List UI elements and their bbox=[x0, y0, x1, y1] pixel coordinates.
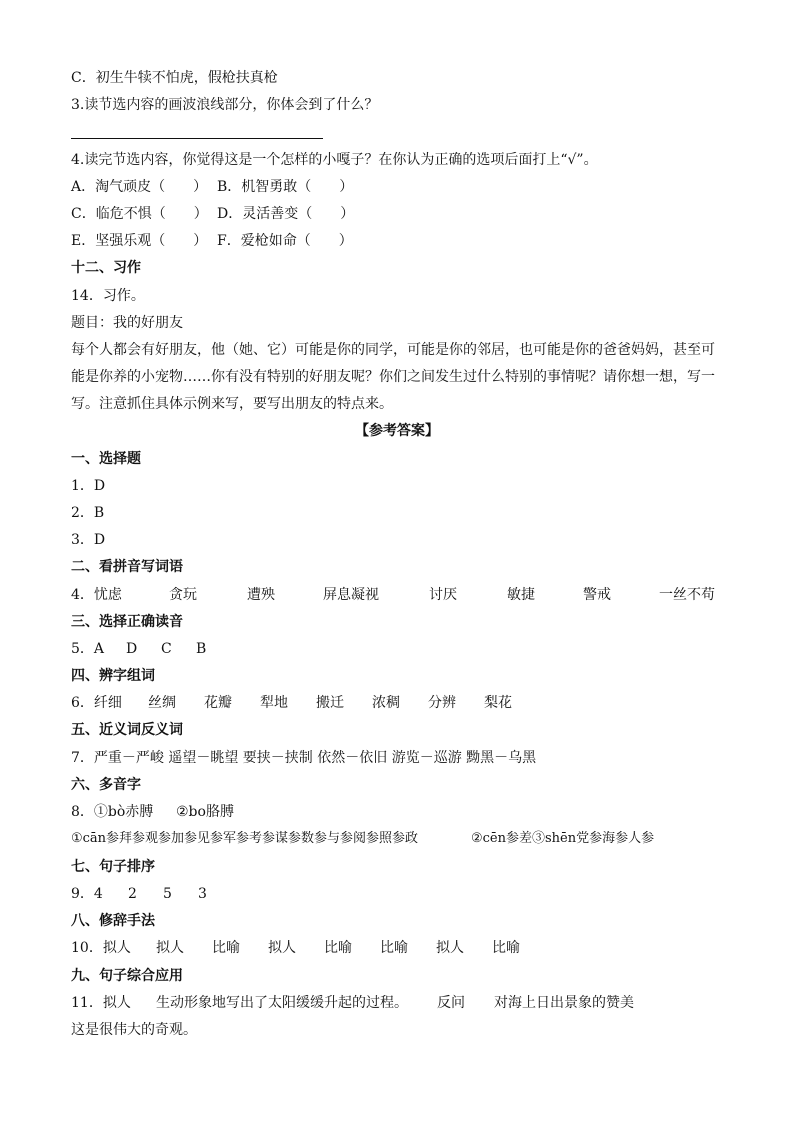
s4-word: 浓稠 bbox=[372, 695, 400, 711]
s8-device: 拟人 bbox=[268, 940, 296, 956]
s4-word: 梨花 bbox=[484, 695, 512, 711]
s8-device: 比喻 bbox=[492, 940, 520, 956]
s2-word: 遭殃 bbox=[247, 587, 275, 603]
s6-reading-2: ②bo胳膊 bbox=[176, 804, 234, 820]
writing-para-line-1: 每个人都会有好朋友，他（她、它）可能是你的同学，可能是你的邻居，也可能是你的爸爸妈妈，甚至可 bbox=[71, 342, 715, 358]
writing-item: 14．习作。 bbox=[71, 288, 145, 304]
s4-word: 分辨 bbox=[428, 695, 456, 711]
s9-answer-part: 反问 bbox=[437, 995, 465, 1011]
s4-word: 犁地 bbox=[260, 695, 288, 711]
s9-answer-part: 生动形象地写出了太阳缓缓升起的过程。 bbox=[156, 995, 408, 1011]
question-4: 4.读完节选内容，你觉得这是一个怎样的小嘎子？在你认为正确的选项后面打上“√”。 bbox=[71, 152, 598, 168]
q4-option-d: D．灵活善变（ ） bbox=[217, 206, 355, 222]
s1-heading: 一、选择题 bbox=[71, 451, 141, 467]
q4-options-row-2 bbox=[71, 204, 354, 224]
s7-order: 9．4 bbox=[71, 886, 103, 902]
s8-device: 拟人 bbox=[436, 940, 464, 956]
q4-option-f: F．爱枪如命（ ） bbox=[217, 233, 353, 249]
s7-heading: 七、句子排序 bbox=[71, 859, 155, 875]
q4-option-e: E．坚强乐观（ ） bbox=[71, 233, 208, 249]
s9-heading: 九、句子综合应用 bbox=[71, 968, 183, 984]
s5-answer-line: 7．严重－严峻 遥望－眺望 要挟－挟制 依然－依旧 游览－巡游 黝黑－乌黑 bbox=[71, 750, 537, 766]
s7-order: 2 bbox=[128, 886, 137, 902]
s4-word: 6．纤细 bbox=[71, 695, 122, 711]
s6-reading-4: ②cēn参差③shēn党参海参人参 bbox=[471, 831, 655, 846]
s9-answer-part: 对海上日出景象的赞美 bbox=[494, 995, 634, 1011]
s3-choice: C bbox=[161, 641, 172, 657]
s3-choice: D bbox=[126, 641, 138, 657]
s8-device: 比喻 bbox=[380, 940, 408, 956]
writing-para-line-2: 能是你养的小宠物……你有没有特别的好朋友呢？你们之间发生过什么特别的事情呢？请你想一想，写一 bbox=[71, 369, 715, 385]
s8-device: 10．拟人 bbox=[71, 940, 131, 956]
s2-word: 一丝不苟 bbox=[659, 587, 715, 603]
q4-option-c: C．临危不惧（ ） bbox=[71, 206, 208, 222]
s9-answer-part: 11．拟人 bbox=[71, 995, 131, 1011]
s7-order: 3 bbox=[198, 886, 207, 902]
s4-word: 搬迁 bbox=[316, 695, 344, 711]
s6-heading: 六、多音字 bbox=[71, 777, 141, 793]
q4-options-row-1 bbox=[71, 177, 353, 197]
s1-answer-2: 2．B bbox=[71, 505, 105, 521]
s8-device: 拟人 bbox=[156, 940, 184, 956]
s3-choice: 5．A bbox=[71, 641, 105, 657]
s6-reading-3: ①cān参拜参观参加参见参军参考参谋参数参与参阅参照参政 bbox=[71, 831, 419, 846]
question-3: 3.读节选内容的画波浪线部分，你体会到了什么？ bbox=[71, 97, 379, 113]
s8-device: 比喻 bbox=[212, 940, 240, 956]
s8-heading: 八、修辞手法 bbox=[71, 913, 155, 929]
s8-device: 比喻 bbox=[324, 940, 352, 956]
s4-word: 花瓣 bbox=[204, 695, 232, 711]
s6-reading-1: 8．①bò赤膊 bbox=[71, 804, 154, 820]
option-c-line: C．初生牛犊不怕虎，假枪扶真枪 bbox=[71, 70, 278, 86]
s1-answer-3: 3．D bbox=[71, 532, 106, 548]
s2-word: 屏息凝视 bbox=[323, 587, 379, 603]
s3-heading: 三、选择正确读音 bbox=[71, 614, 183, 630]
s4-word: 丝绸 bbox=[148, 695, 176, 711]
s2-word: 贪玩 bbox=[169, 587, 197, 603]
s2-word: 讨厌 bbox=[429, 587, 457, 603]
writing-topic: 题目：我的好朋友 bbox=[71, 315, 183, 331]
q4-option-a: A．淘气顽皮（ ） bbox=[71, 179, 208, 195]
s1-answer-1: 1．D bbox=[71, 478, 106, 494]
s2-word: 4．忧虑 bbox=[71, 587, 122, 603]
answers-title: 【参考答案】 bbox=[355, 423, 439, 439]
s5-heading: 五、近义词反义词 bbox=[71, 722, 183, 738]
s2-word: 警戒 bbox=[583, 587, 611, 603]
answer-line bbox=[71, 138, 323, 139]
s3-choice: B bbox=[196, 641, 207, 657]
s2-word: 敏捷 bbox=[507, 587, 535, 603]
q4-options-row-3 bbox=[71, 231, 353, 251]
s4-heading: 四、辨字组词 bbox=[71, 668, 155, 684]
s7-order: 5 bbox=[163, 886, 172, 902]
writing-para-line-3: 写。注意抓住具体示例来写，要写出朋友的特点来。 bbox=[71, 396, 393, 412]
q4-option-b: B．机智勇敢（ ） bbox=[217, 179, 354, 195]
s2-heading: 二、看拼音写词语 bbox=[71, 559, 183, 575]
s9-answer-line-2: 这是很伟大的奇观。 bbox=[71, 1022, 197, 1038]
writing-heading: 十二、习作 bbox=[71, 260, 141, 276]
